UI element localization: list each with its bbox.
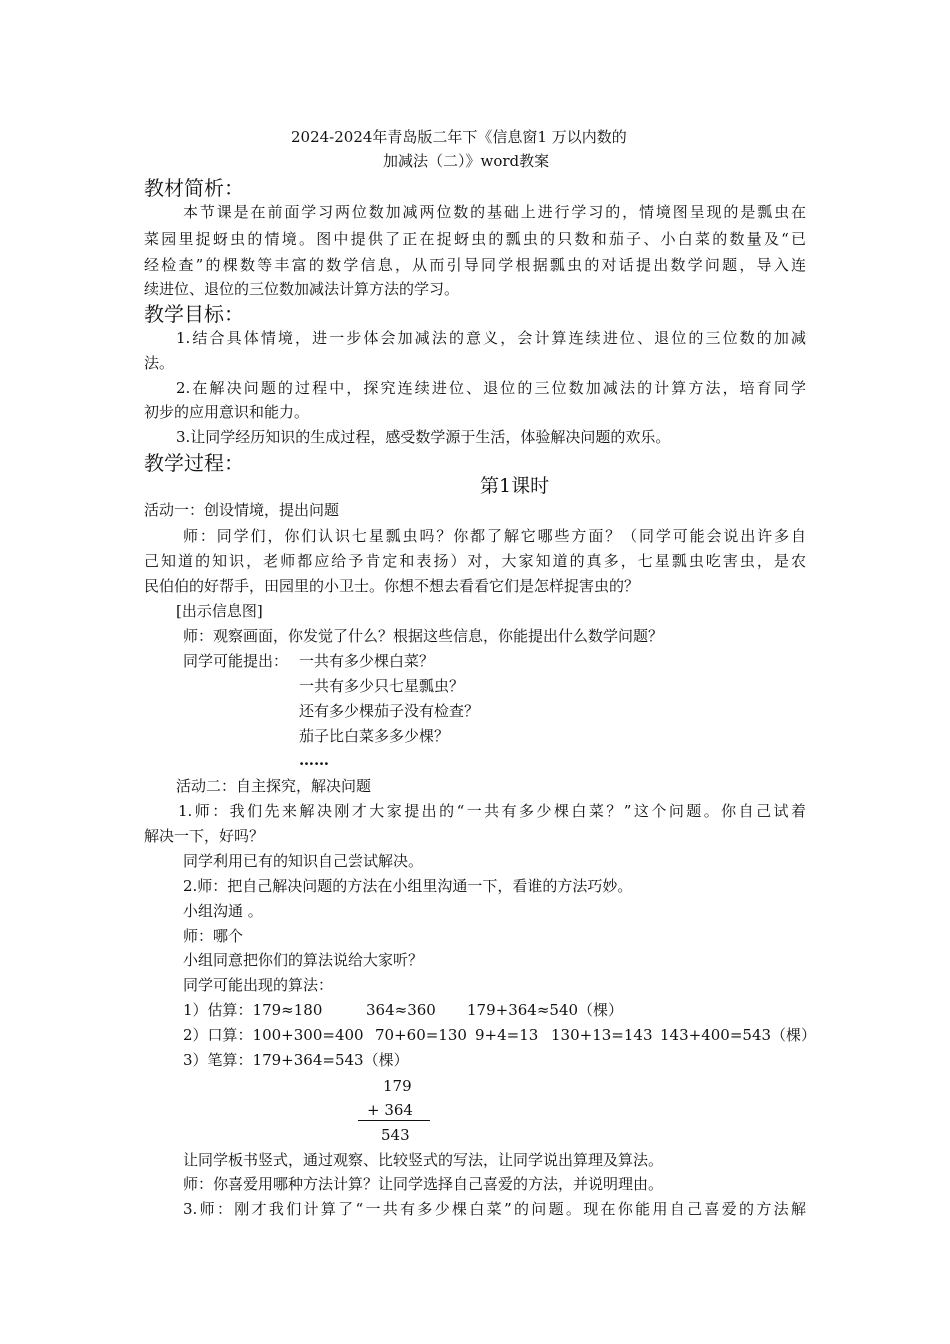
vertical-sum-line — [358, 1120, 430, 1121]
question-4: 茄子比白菜多多少棵？ — [299, 727, 450, 745]
goal2-line2: 初步的应用意识和能力。 — [144, 403, 310, 421]
preferred-method: 师：你喜爱用哪种方法计算？让同学选择自己喜爱的方法，并说明理由。 — [183, 1175, 664, 1193]
group-exchange: 小组沟通 。 — [183, 902, 263, 920]
method1-estimate: 1）估算：179≈180 — [183, 1001, 323, 1019]
method1-part2: 364≈360 — [366, 1001, 436, 1019]
activity2-title: 活动二：自主探究，解决问题 — [176, 777, 372, 795]
method2-part3: 9+4=13 — [475, 1026, 539, 1044]
board-writing: 让同学板书竖式，通过观察、比较竖式的写法，让同学说出算理及算法。 — [183, 1151, 664, 1169]
method1-part3: 179+364≈540（棵） — [467, 1001, 624, 1019]
doc-title-line2: 加减法（二）》word教案 — [383, 152, 550, 170]
teacher-which: 师：哪个 — [183, 927, 244, 945]
analysis-line2: 菜园里捉蚜虫的情境。图中提供了正在捉蚜虫的瓢虫的只数和茄子、小白菜的数量及“已 — [144, 230, 806, 248]
vertical-second-number: + 364 — [367, 1101, 413, 1119]
goal3: 3.让同学经历知识的生成过程，感受数学源于生活，体验解决问题的欢乐。 — [176, 428, 671, 446]
heading-teaching-goals: 教学目标： — [144, 302, 244, 326]
algorithm-label: 同学可能出现的算法： — [183, 976, 334, 994]
method2-part4: 130+13=143 — [551, 1026, 653, 1044]
analysis-line4: 续进位、退位的三位数加减法计算方法的学习。 — [144, 280, 460, 298]
group-willing: 小组同意把你们的算法说给大家听？ — [183, 951, 424, 969]
method2-oral: 2）口算：100+300=400 — [183, 1026, 364, 1044]
propose-label: 同学可能提出： — [183, 652, 289, 670]
ellipsis: …… — [299, 751, 329, 769]
vertical-top-number: 179 — [383, 1077, 412, 1095]
doc-title-line1: 2024-2024年青岛版二年下《信息窗1 万以内数的 — [291, 128, 627, 146]
method3-written: 3）笔算：179+364=543（棵） — [183, 1051, 409, 1069]
task1-line2: 解决一下，好吗？ — [144, 827, 265, 845]
goal2-line1: 2.在解决问题的过程中，探究连续进位、退位的三位数加减法的计算方法，培育同学 — [176, 379, 806, 397]
observe-prompt: 师：观察画面，你发觉了什么？根据这些信息，你能提出什么数学问题？ — [183, 627, 664, 645]
goal1-line2: 法。 — [144, 354, 175, 372]
analysis-line1: 本节课是在前面学习两位数加减两位数的基础上进行学习的，情境图呈现的是瓢虫在 — [183, 203, 806, 221]
question-1: 一共有多少棵白菜？ — [299, 652, 435, 670]
activity1-line2: 己知道的知识，老师都应给予肯定和表扬）对，大家知道的真多，七星瓢虫吃害虫，是农 — [144, 552, 806, 570]
show-info-chart: [出示信息图] — [176, 602, 263, 620]
vertical-result: 543 — [381, 1126, 410, 1144]
activity1-line3: 民伯伯的好帮手，田园里的小卫士。你想不想去看看它们是怎样捉害虫的？ — [144, 577, 640, 595]
method2-part5: 143+400=543（棵） — [660, 1026, 817, 1044]
activity1-title: 活动一：创设情境，提出问题 — [144, 501, 340, 519]
question-2: 一共有多少只七星瓢虫？ — [299, 677, 465, 695]
activity1-line1: 师：同学们，你们认识七星瓢虫吗？你都了解它哪些方面？（同学可能会说出许多自 — [183, 527, 806, 545]
task2: 2.师：把自己解决问题的方法在小组里沟通一下，看谁的方法巧妙。 — [183, 877, 633, 895]
analysis-line3: 经检查”的棵数等丰富的数学信息，从而引导同学根据瓢虫的对话提出数学问题，导入连 — [144, 256, 806, 274]
task3: 3.师：刚才我们计算了“一共有多少棵白菜”的问题。现在你能用自己喜爱的方法解 — [183, 1200, 806, 1218]
lesson-title: 第1课时 — [480, 475, 550, 497]
heading-teaching-process: 教学过程： — [144, 451, 244, 475]
task1-line1: 1.师：我们先来解决刚才大家提出的“一共有多少棵白菜？”这个问题。你自己试着 — [178, 802, 806, 820]
heading-textbook-analysis: 教材简析： — [144, 176, 244, 200]
try-solve: 同学利用已有的知识自己尝试解决。 — [183, 852, 424, 870]
goal1-line1: 1.结合具体情境，进一步体会加减法的意义，会计算连续进位、退位的三位数的加减 — [176, 329, 806, 347]
method2-part2: 70+60=130 — [375, 1026, 467, 1044]
question-3: 还有多少棵茄子没有检查？ — [299, 702, 480, 720]
